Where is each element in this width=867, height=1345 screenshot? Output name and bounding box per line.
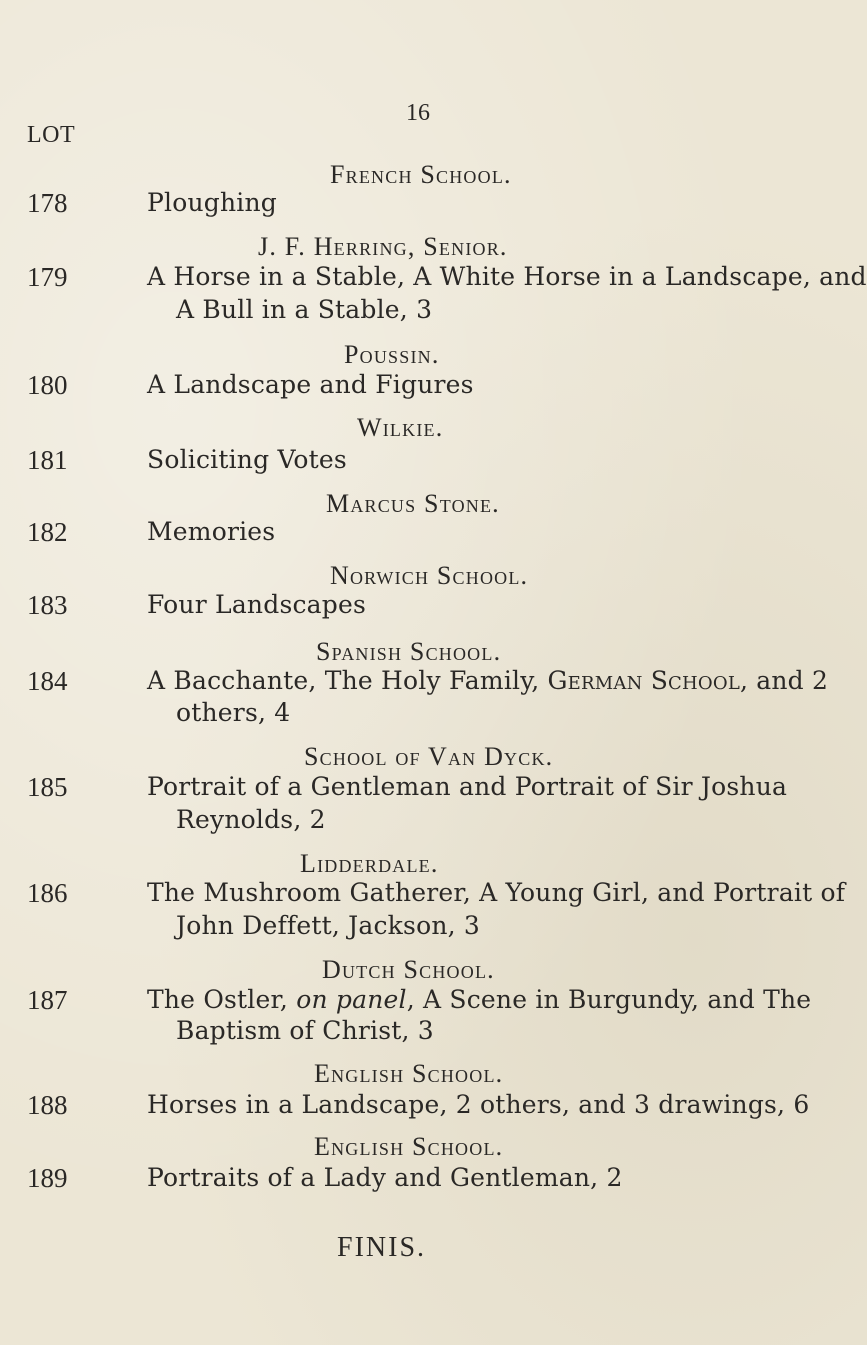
finis-label: FINIS. [337,1232,427,1263]
lot-number: 183 [27,590,68,620]
lot-description: Memories [147,517,276,546]
lot-number: 182 [27,517,68,547]
lot-description-continued: A Bull in a Stable, 3 [176,295,433,324]
school-heading: J. F. Herring, Senior. [258,232,508,261]
lot-description: Portraits of a Lady and Gentleman, 2 [147,1163,623,1192]
lot-description: A Horse in a Stable, A White Horse in a Landscape, and [147,262,867,291]
school-heading: Marcus Stone. [326,489,500,518]
lot-number: 186 [27,878,68,908]
lot-number: 185 [27,772,68,802]
lot-description: A Landscape and Figures [147,370,474,399]
lot-description-continued: others, 4 [176,698,291,727]
page-number: 16 [406,100,430,126]
lot-description: Ploughing [147,188,277,217]
lot-description: The Mushroom Gatherer, A Young Girl, and Portrait of [147,878,846,907]
lot-description: Horses in a Landscape, 2 others, and 3 drawings, 6 [147,1090,810,1119]
lot-number: 181 [27,445,68,475]
school-heading: English School. [314,1132,504,1161]
school-heading: English School. [314,1059,504,1088]
lot-description: A Bacchante, The Holy Family, German School, and 2 [147,666,829,695]
lot-description: Portrait of a Gentleman and Portrait of Sir Joshua [147,772,788,801]
school-heading: Lidderdale. [300,849,439,878]
lot-description: Four Landscapes [147,590,367,619]
lot-number: 178 [27,188,68,218]
school-heading: Poussin. [344,340,440,369]
school-heading: French School. [330,160,512,189]
school-heading: Norwich School. [330,561,529,590]
lot-description: Soliciting Votes [147,445,347,474]
lot-number: 189 [27,1163,68,1193]
school-heading: School of Van Dyck. [304,742,554,771]
lot-number: 180 [27,370,68,400]
lot-number: 188 [27,1090,68,1120]
lot-description-continued: John Deffett, Jackson, 3 [176,911,481,940]
school-heading: Wilkie. [357,413,444,442]
lot-description-continued: Baptism of Christ, 3 [176,1016,434,1045]
school-heading: Dutch School. [322,955,495,984]
lot-number: 179 [27,262,68,292]
lot-description: The Ostler, on panel, A Scene in Burgundy, and The [147,985,812,1014]
lot-description-continued: Reynolds, 2 [176,805,326,834]
lot-column-header: LOT [27,122,76,148]
lot-number: 187 [27,985,68,1015]
school-heading: Spanish School. [316,637,502,666]
lot-number: 184 [27,666,68,696]
